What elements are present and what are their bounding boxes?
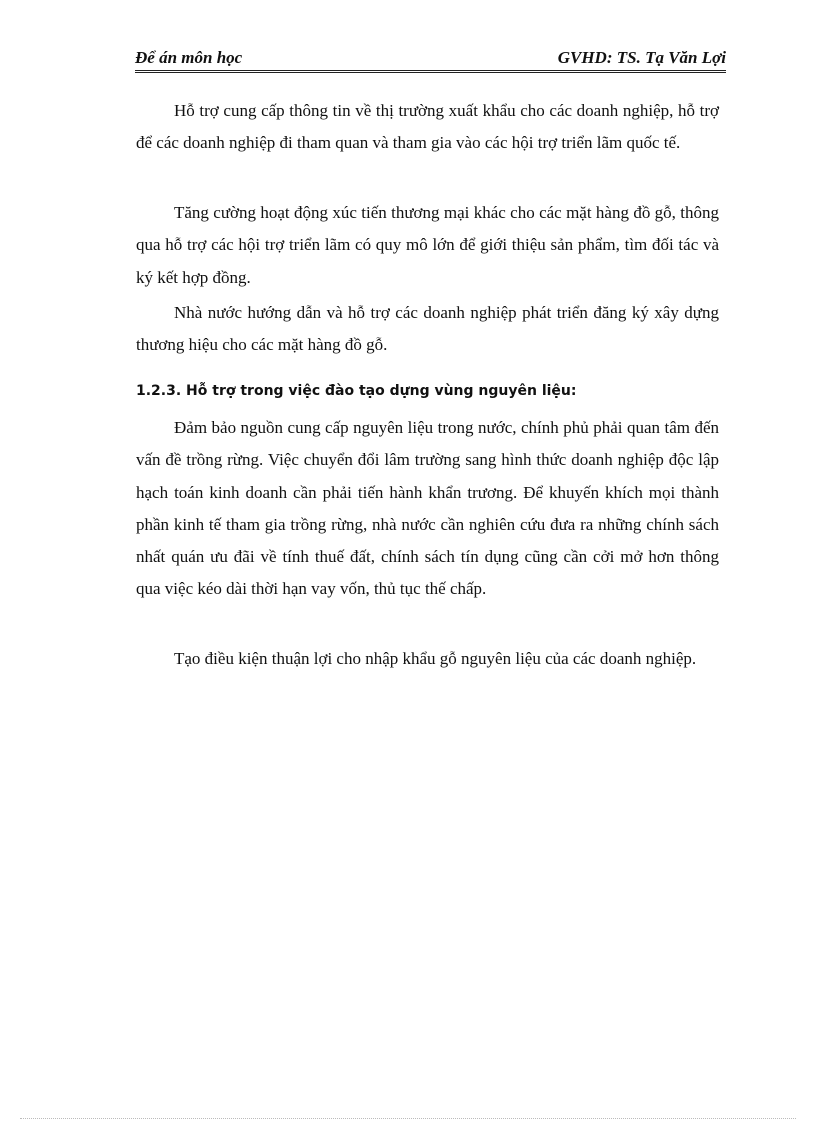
paragraph-raw-material-supply: Đảm bảo nguồn cung cấp nguyên liệu trong nước, chính phủ phải quan tâm đến vấn đề trồng rừng. Việc chuyển đổi lâm trường sang hình thức doanh nghiệp độc lập hạch toán kinh doanh cần phải tiến hành khẩn trương. Để khuyến khích mọi thành phần kinh tế tham gia trồng rừng, nhà nước cần nghiên cứu đưa ra những chính sách nhất quán ưu đãi về tính thuế đất, chính sách tín dụng cũng cần cởi mở hơn thông qua việc kéo dài thời hạn vay vốn, thủ tục thế chấp.	[136, 418, 719, 599]
page-bottom-border	[20, 1118, 796, 1119]
section-heading-raw-material: 1.2.3. Hỗ trợ trong việc đào tạo dựng vùng nguyên liệu:	[136, 383, 577, 399]
paragraph-trade-promotion: Tăng cường hoạt động xúc tiến thương mại khác cho các mặt hàng đồ gỗ, thông qua hỗ trợ các hội trợ triển lãm có quy mô lớn để giới thiệu sản phẩm, tìm đối tác và ký kết hợp đồng.	[136, 203, 719, 287]
paragraph-brand-building: Nhà nước hướng dẫn và hỗ trợ các doanh nghiệp phát triển đăng ký xây dựng thương hiệu cho các mặt hàng đồ gỗ.	[136, 303, 719, 355]
paragraph-import-conditions: Tạo điều kiện thuận lợi cho nhập khẩu gỗ nguyên liệu của các doanh nghiệp.	[174, 649, 697, 668]
header-course-title: Để án môn học	[135, 48, 243, 67]
page-header	[135, 48, 726, 70]
header-supervisor: GVHD: TS. Tạ Văn Lợi	[557, 48, 726, 67]
header-rule	[135, 70, 726, 76]
paragraph-export-info: Hỗ trợ cung cấp thông tin về thị trường xuất khẩu cho các doanh nghiệp, hỗ trợ để các doanh nghiệp đi tham quan và tham gia vào các hội trợ triển lãm quốc tế.	[136, 101, 719, 153]
